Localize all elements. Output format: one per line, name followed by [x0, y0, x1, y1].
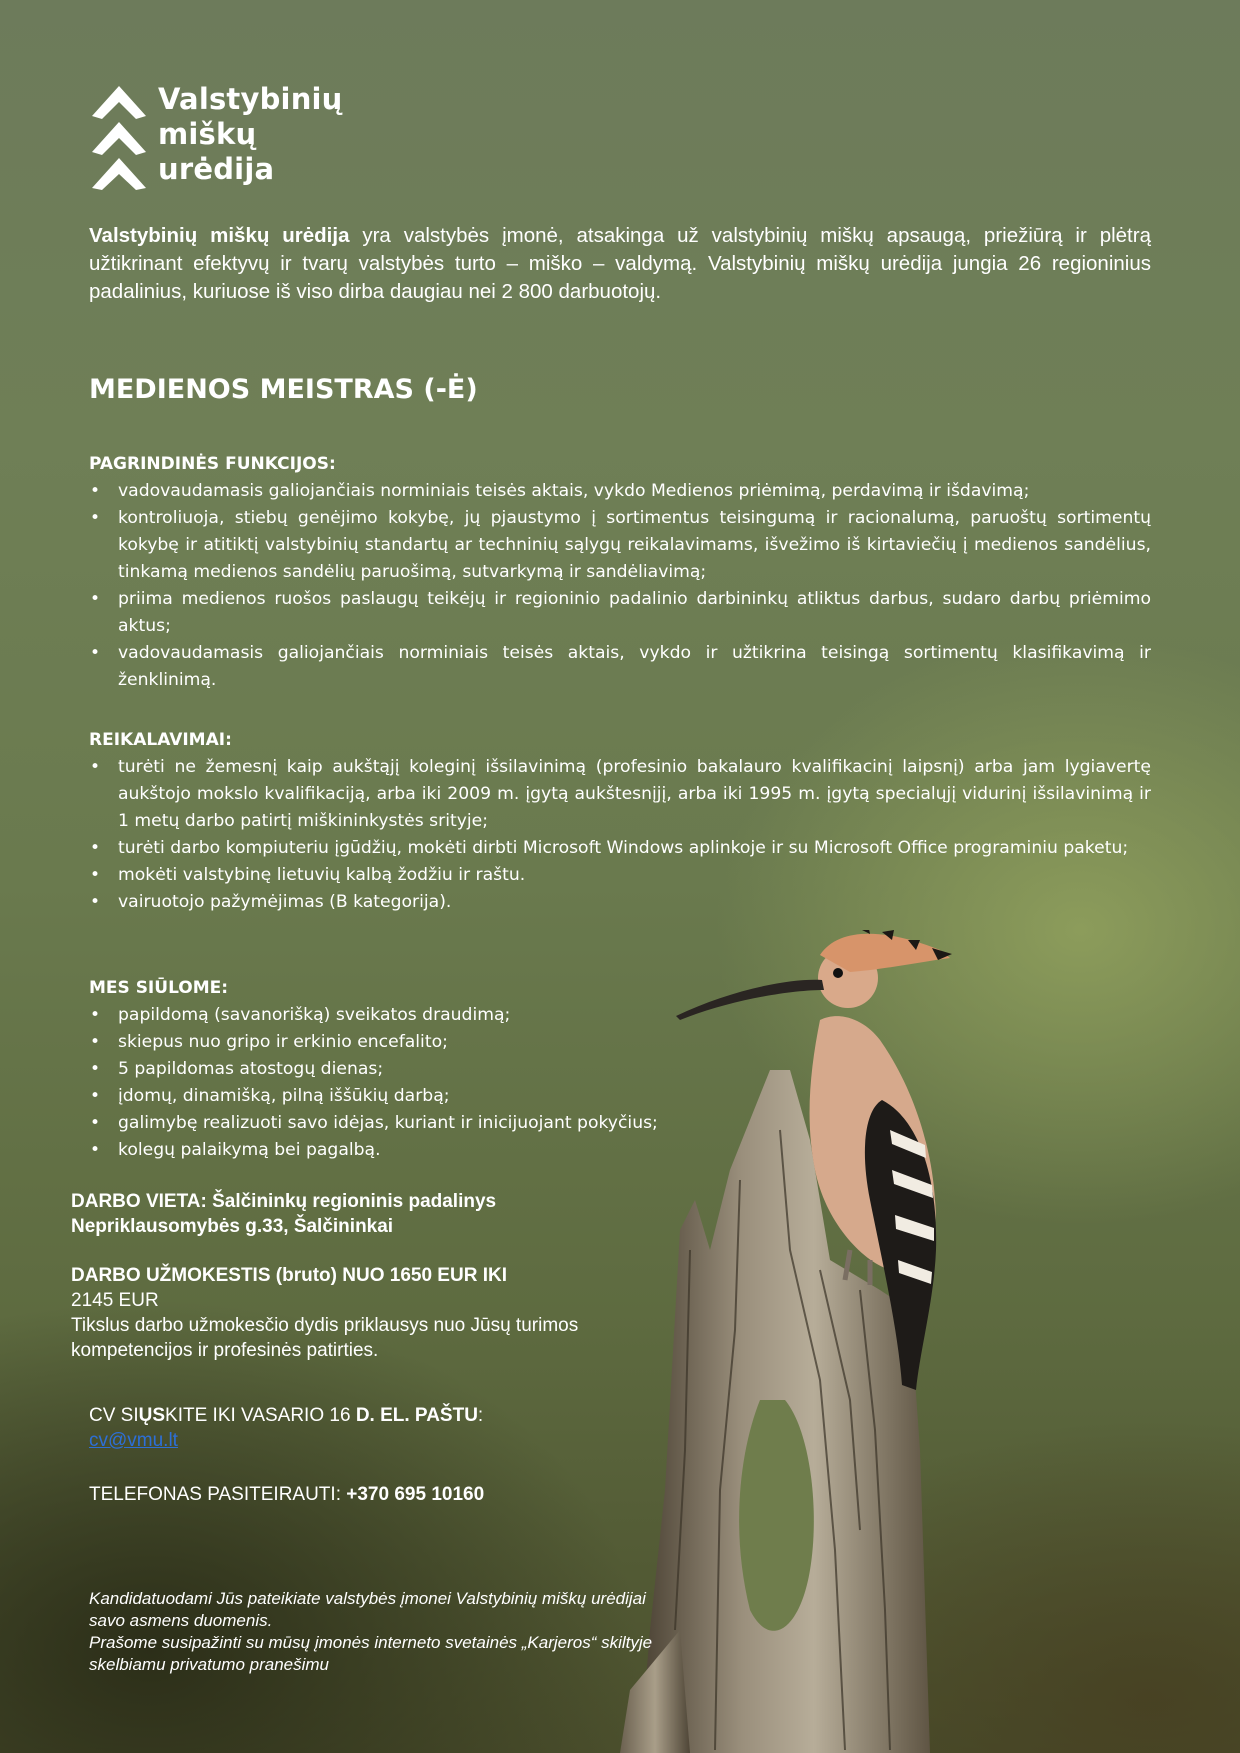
list-item: • 5 papildomas atostogų dienas; — [89, 1056, 729, 1083]
list-item: • vadovaudamasis galiojančiais norminiais teisės aktais, vykdo ir užtikrina teisingą sortimentų klasifikavimą ir ženklinimą. — [89, 640, 1151, 694]
cv-block — [89, 1403, 483, 1453]
list-item: • įdomų, dinamišką, pilną iššūkių darbą; — [89, 1083, 729, 1110]
intro-paragraph — [89, 222, 1151, 306]
workplace-block — [71, 1189, 496, 1239]
list-item: • galimybę realizuoti savo idėjas, kuriant ir inicijuojant pokyčius; — [89, 1110, 729, 1137]
job-title: MEDIENOS MEISTRAS (-Ė) — [89, 374, 478, 405]
salary-block — [71, 1263, 591, 1363]
workplace-address: Nepriklausomybės g.33, Šalčininkai — [71, 1216, 394, 1237]
email-link[interactable]: cv@vmu.lt — [89, 1430, 178, 1451]
salary-amount-to: 2145 EUR — [71, 1290, 159, 1311]
salary-note: Tikslus darbo užmokesčio dydis priklausys nuo Jūsų turimos kompetencijos ir profesinės patirties. — [71, 1315, 579, 1361]
functions-section — [89, 451, 1151, 694]
workplace-line: DARBO VIETA: Šalčininkų regioninis padalinys — [71, 1191, 497, 1212]
intro-text: yra valstybės įmonė, atsakinga už valstybinių miškų apsaugą, priežiūrą ir plėtrą užtikrinant efektyvų ir tvarų valstybės turto – miško – valdymą. Valstybinių miškų urėdija jungia 26 regioninius padalinius, kuriuose iš viso dirba daugiau nei 2 800 darbuotojų. — [89, 224, 1151, 303]
privacy-line: Kandidatuodami Jūs pateikiate valstybės įmonei Valstybinių miškų urėdijai savo asmens duomenis. — [89, 1589, 646, 1630]
list-item: • skiepus nuo gripo ir erkinio encefalito; — [89, 1029, 729, 1056]
org-name: Valstybinių miškų urėdija — [89, 224, 350, 247]
salary-heading: DARBO UŽMOKESTIS (bruto) NUO 1650 EUR IKI — [71, 1265, 507, 1286]
list-item: • priima medienos ruošos paslaugų teikėjų ir regioninio padalinio darbininkų atliktus darbus, sudaro darbų priėmimo aktus; — [89, 586, 1151, 640]
privacy-notice — [89, 1588, 659, 1676]
logo-wordmark: Valstybinių miškų urėdija — [158, 82, 343, 186]
cv-instruction: CV SIŲSKITE IKI VASARIO 16 D. EL. PAŠTU: — [89, 1405, 484, 1426]
list-item: • kolegų palaikymą bei pagalbą. — [89, 1137, 729, 1164]
list-item: • vadovaudamasis galiojančiais norminiais teisės aktais, vykdo Medienos priėmimą, perdavimą ir išdavimą; — [89, 478, 1151, 505]
offer-heading: MES SIŪLOME: — [89, 978, 229, 998]
phone-label: TELEFONAS PASITEIRAUTI: — [89, 1484, 347, 1505]
offer-section — [89, 975, 729, 1164]
tree-logo-icon — [92, 86, 146, 190]
functions-heading: PAGRINDINĖS FUNKCIJOS: — [89, 454, 336, 474]
phone-number: +370 695 10160 — [346, 1484, 485, 1505]
list-item: • mokėti valstybinę lietuvių kalbą žodžiu ir raštu. — [89, 862, 1151, 889]
requirements-heading: REIKALAVIMAI: — [89, 730, 232, 750]
privacy-line: Prašome susipažinti su mūsų įmonės interneto svetainės „Karjeros“ skiltyje skelbiamu privatumo pranešimu — [89, 1633, 653, 1674]
company-logo — [92, 82, 352, 196]
phone-block — [89, 1482, 484, 1507]
list-item: • kontroliuoja, stiebų genėjimo kokybę, jų pjaustymo į sortimentus teisingumą ir racionalumą, paruoštų sortimentų kokybę ir atitiktį valstybinių standartų ar techninių sąlygų reikalavimams, išvežimo iš kirtaviečių į medienos sandėlius, tinkamą medienos sandėlių paruošimą, sutvarkymą ir sandėliavimą; — [89, 505, 1151, 586]
list-item: • vairuotojo pažymėjimas (B kategorija). — [89, 889, 1151, 916]
requirements-section — [89, 727, 1151, 916]
list-item: • papildomą (savanorišką) sveikatos draudimą; — [89, 1002, 729, 1029]
list-item: • turėti darbo kompiuteriu įgūdžių, mokėti dirbti Microsoft Windows aplinkoje ir su Microsoft Office programiniu paketu; — [89, 835, 1151, 862]
list-item: • turėti ne žemesnį kaip aukštąjį koleginį išsilavinimą (profesinio bakalauro kvalifikacinį laipsnį) arba jam lygiavertę aukštojo mokslo kvalifikaciją, arba iki 2009 m. įgytą aukštesnįjį, arba iki 1995 m. įgytą specialųjį vidurinį išsilavinimą ir 1 metų darbo patirtį miškininkystės srityje; — [89, 754, 1151, 835]
